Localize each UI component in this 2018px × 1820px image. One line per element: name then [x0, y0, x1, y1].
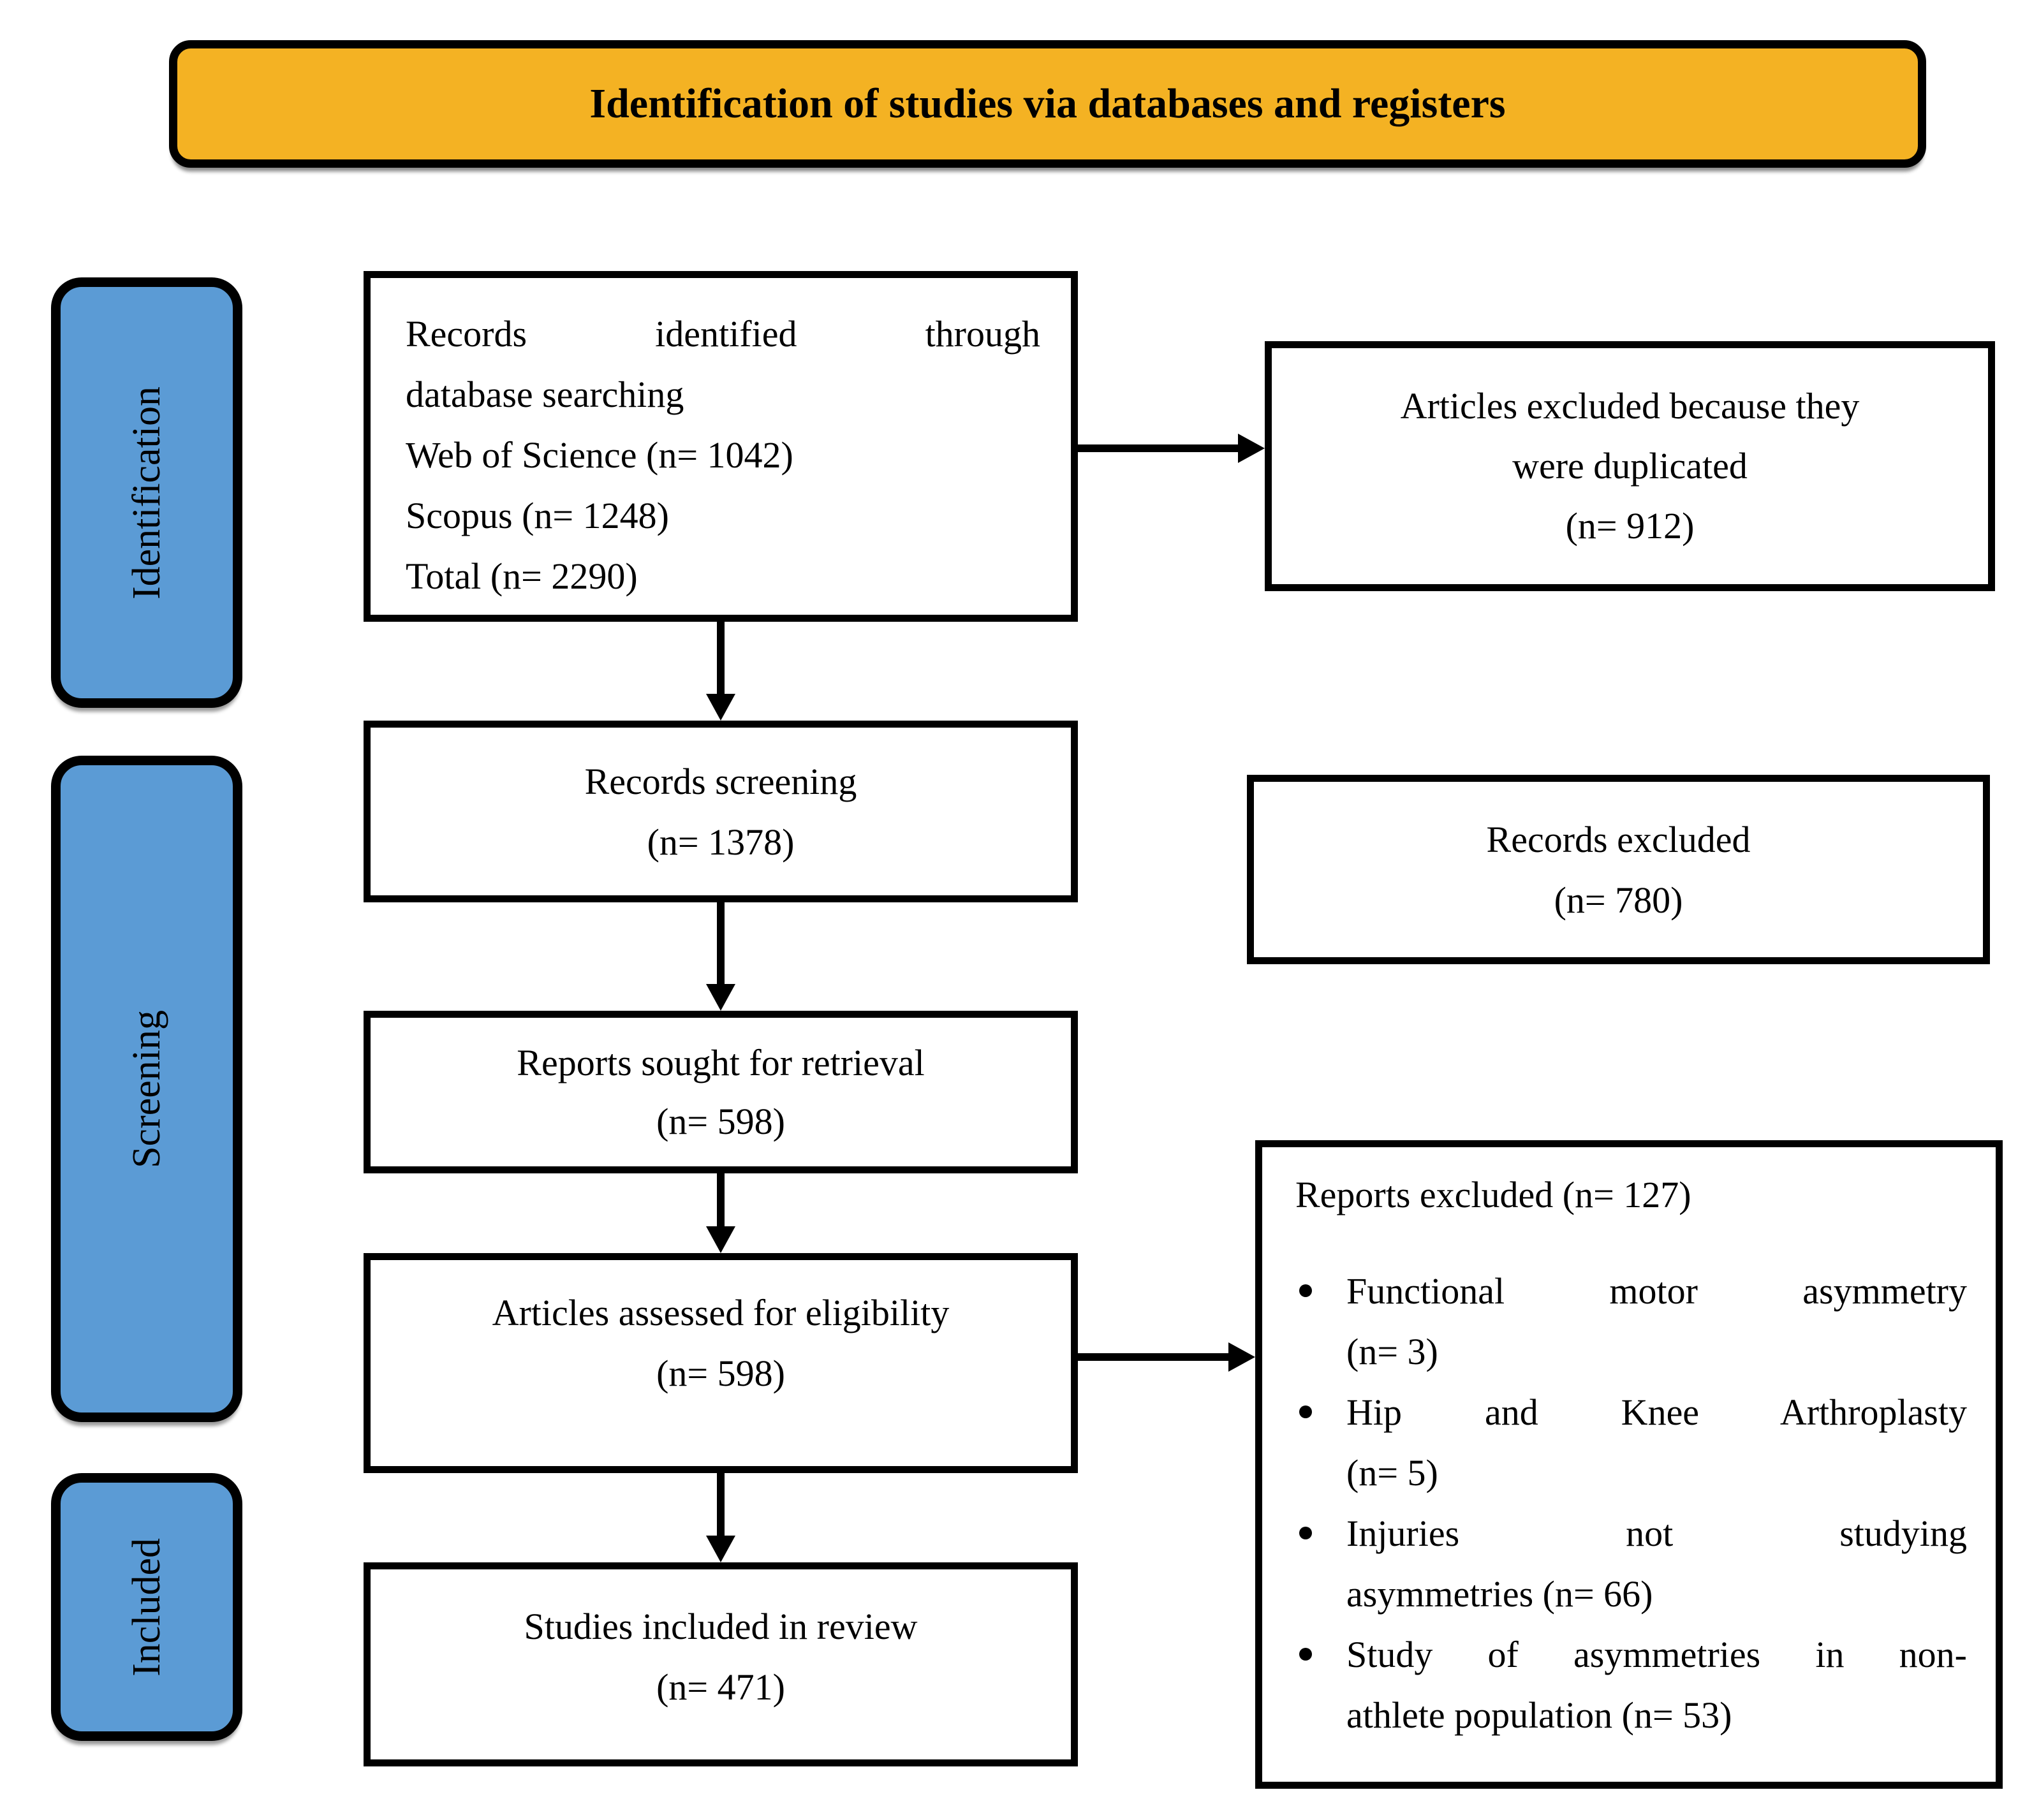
stage-identification-label: Identification: [124, 386, 168, 599]
bullet-item: [1295, 1624, 1967, 1745]
bullet-text: [1346, 1261, 1967, 1382]
text-line: Studies included in review: [524, 1606, 918, 1647]
bullet-text: [1346, 1624, 1967, 1745]
bullet-item: [1295, 1261, 1967, 1382]
stage-screening: [51, 756, 242, 1422]
box-articles-duplicated: [1265, 341, 1995, 591]
box-reports-excluded: [1255, 1140, 2003, 1789]
box-records-identified: [364, 271, 1078, 622]
stage-screening-label: Screening: [124, 1009, 168, 1168]
bullet-item: [1295, 1382, 1967, 1503]
box-reports-sought: [364, 1011, 1078, 1173]
box-records-screening: [364, 721, 1078, 902]
arrow-identified-to-duplicates: [1078, 444, 1265, 452]
text-line: (n= 5): [1346, 1452, 1438, 1493]
reports-excluded-bullets: [1295, 1261, 1967, 1745]
text-line: Total (n= 2290): [406, 555, 638, 597]
box-articles-assessed: [364, 1253, 1078, 1473]
header-banner: [169, 40, 1926, 168]
arrow-sought-to-assessed: [717, 1173, 725, 1253]
text-line: Injuries not studying: [1346, 1513, 1967, 1554]
text-line: Records screening: [584, 760, 857, 802]
text-line: Articles excluded because they: [1400, 385, 1860, 427]
text-line: Scopus (n= 1248): [406, 495, 669, 536]
stage-included: [51, 1473, 242, 1741]
stage-included-label: Included: [124, 1537, 168, 1677]
bullet-item: [1295, 1503, 1967, 1624]
text-line: Records excluded: [1486, 818, 1751, 860]
text-line: Study of asymmetries in non-: [1346, 1634, 1967, 1675]
box-studies-included: [364, 1562, 1078, 1766]
text-line: (n= 912): [1565, 505, 1695, 547]
arrow-identified-to-screening: [717, 622, 725, 721]
text-line: (n= 471): [656, 1666, 785, 1708]
text-line: asymmetries (n= 66): [1346, 1573, 1653, 1615]
text-line: were duplicated: [1512, 445, 1748, 487]
bullet-text: [1346, 1503, 1967, 1624]
text-line: (n= 780): [1554, 879, 1683, 921]
arrow-assessed-to-included: [717, 1473, 725, 1562]
text-line: Hip and Knee Arthroplasty: [1346, 1391, 1967, 1433]
bullet-text: [1346, 1382, 1967, 1503]
text-line: athlete population (n= 53): [1346, 1694, 1732, 1736]
text-line: (n= 598): [656, 1353, 785, 1394]
text-line: (n= 3): [1346, 1331, 1438, 1372]
text-line: Records identified through: [406, 313, 1040, 355]
text-line: Web of Science (n= 1042): [406, 434, 793, 476]
arrow-screening-to-sought: [717, 902, 725, 1011]
text-line: Functional motor asymmetry: [1346, 1270, 1967, 1312]
text-line: (n= 1378): [647, 821, 795, 863]
text-line: Reports sought for retrieval: [517, 1041, 925, 1083]
stage-identification: [51, 277, 242, 708]
text-line: (n= 598): [656, 1100, 785, 1142]
text-line: Articles assessed for eligibility: [492, 1292, 950, 1333]
reports-excluded-title: Reports excluded (n= 127): [1295, 1174, 1691, 1215]
box-records-excluded: [1247, 775, 1990, 964]
header-title: Identification of studies via databases and registers: [589, 80, 1506, 127]
arrow-assessed-to-reports-excluded: [1078, 1353, 1255, 1361]
text-line: database searching: [406, 374, 684, 415]
